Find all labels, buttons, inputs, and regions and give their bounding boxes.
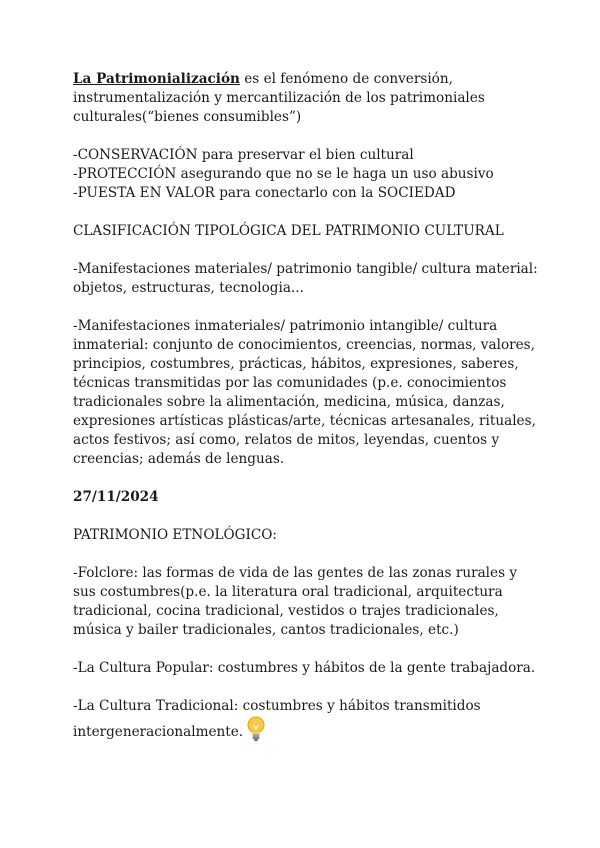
folklore-paragraph: -Folclore: las formas de vida de las gentes de las zonas rurales y sus costumbres(p.e. la literatura oral tradicional, arquitectura tradicional, cocina tradicional, vestidos o trajes tradicionales, música y bailer tradicionales, cantos tradicionales, etc.) [73,565,518,638]
lightbulb-icon [247,716,265,748]
document-body [73,70,543,748]
popular-culture-paragraph: -La Cultura Popular: costumbres y hábitos de la gente trabajadora. [73,660,536,676]
date-heading: 27/11/2024 [73,489,159,505]
intro-paragraph [73,70,543,127]
intro-text: es el fenómeno de conversión, instrumentalización y mercantilización de los patrimoniales culturales(“bienes consumibles”) [73,71,485,125]
ethnological-heading: PATRIMONIO ETNOLÓGICO: [73,527,277,543]
material-paragraph: -Manifestaciones materiales/ patrimonio tangible/ cultura material: objetos, estructuras, tecnologia... [73,261,538,296]
bullet-proteccion: -PROTECCIÓN asegurando que no se le haga un uso abusivo [73,166,494,182]
bullet-puesta-en-valor: -PUESTA EN VALOR para conectarlo con la SOCIEDAD [73,185,456,201]
bullet-list [73,146,543,203]
traditional-culture-text: -La Cultura Tradicional: costumbres y hábitos transmitidos intergeneracionalmente. [73,698,481,740]
traditional-culture-paragraph [73,697,543,748]
classification-heading: CLASIFICACIÓN TIPOLÓGICA DEL PATRIMONIO CULTURAL [73,223,504,239]
immaterial-paragraph: -Manifestaciones inmateriales/ patrimonio intangible/ cultura inmaterial: conjunto de conocimientos, creencias, normas, valores, principios, costumbres, prácticas, hábitos, expresiones, saberes, técnicas transmitidas por las comunidades (p.e. conocimientos tradicionales sobre la alimentación, medicina, música, danzas, expresiones artísticas plásticas/arte, técnicas artesanales, rituales, actos festivos; así como, relatos de mitos, leyendas, cuentos y creencias; además de lenguas. [73,318,536,467]
intro-term: La Patrimonialización [73,71,240,87]
bullet-conservacion: -CONSERVACIÓN para preservar el bien cultural [73,147,414,163]
